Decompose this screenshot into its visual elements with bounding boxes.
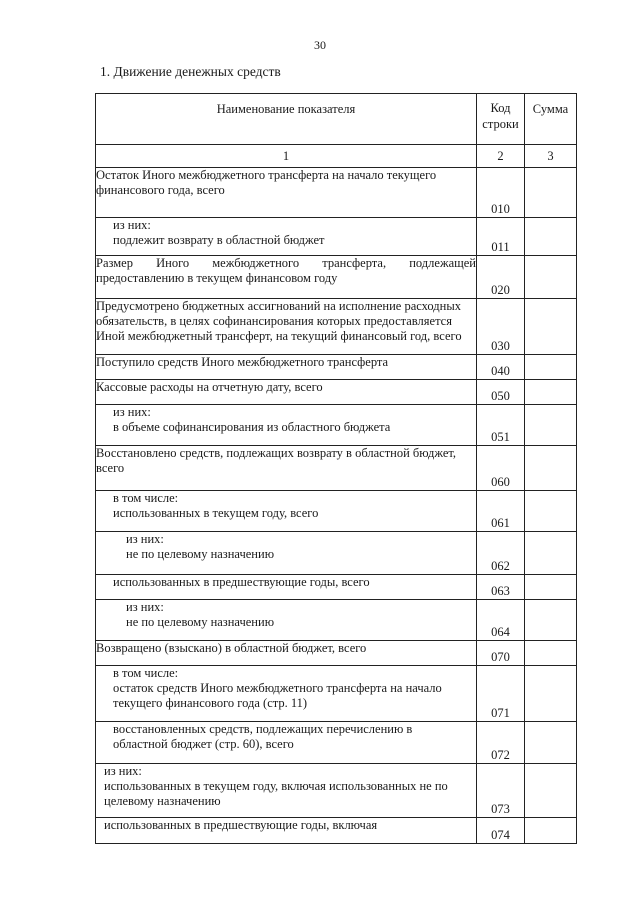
row-name (96, 446, 477, 491)
row-name-line: остаток средств Иного межбюджетного трансферта на начало (113, 681, 442, 695)
row-name (96, 168, 477, 218)
row-sum-cell[interactable] (525, 168, 577, 218)
row-name-line: Восстановлено средств, подлежащих возврату в областной бюджет, (96, 446, 457, 460)
table-row (96, 299, 577, 355)
row-sum-cell[interactable] (525, 600, 577, 641)
table-row (96, 168, 577, 218)
row-sum-cell[interactable] (525, 256, 577, 299)
table-row (96, 355, 577, 380)
row-name-line: восстановленных средств, подлежащих перечислению в (113, 722, 413, 736)
row-sum-cell[interactable] (525, 218, 577, 256)
header-sum: Сумма (525, 94, 577, 145)
section-title: 1. Движение денежных средств (100, 64, 281, 79)
table-row (96, 405, 577, 446)
row-code: 020 (477, 256, 525, 299)
row-name-line: подлежит возврату в областной бюджет (113, 233, 325, 247)
column-number-2: 2 (477, 145, 525, 168)
row-name (96, 641, 477, 666)
row-name-line: всего (96, 461, 125, 475)
row-code: 010 (477, 168, 525, 218)
row-sum-cell[interactable] (525, 575, 577, 600)
row-name-line: целевому назначению (104, 794, 221, 808)
row-name-line: Возвращено (взыскано) в областной бюджет, всего (96, 641, 367, 655)
row-sum-cell[interactable] (525, 641, 577, 666)
row-name (96, 218, 477, 256)
table-row (96, 818, 577, 844)
table-row (96, 380, 577, 405)
column-number-3: 3 (525, 145, 577, 168)
row-name-line: из них: (126, 532, 164, 546)
row-code: 071 (477, 666, 525, 722)
row-sum-cell[interactable] (525, 299, 577, 355)
row-name-line: использованных в предшествующие годы, включая (104, 818, 378, 832)
table-row (96, 491, 577, 532)
row-name (96, 299, 477, 355)
row-name-line: использованных в предшествующие годы, всего (113, 575, 370, 589)
row-name-line: обязательств, в целях софинансирования которых предоставляется (96, 314, 452, 328)
row-name (96, 355, 477, 380)
row-code: 051 (477, 405, 525, 446)
row-name (96, 532, 477, 575)
row-code: 040 (477, 355, 525, 380)
row-name-line: использованных в текущем году, всего (113, 506, 319, 520)
row-name-line: Поступило средств Иного межбюджетного трансферта (96, 355, 389, 369)
table-row (96, 575, 577, 600)
header-code-line2: строки (482, 117, 519, 131)
row-name-line: из них: (113, 405, 151, 419)
row-code: 060 (477, 446, 525, 491)
table-row (96, 764, 577, 818)
row-sum-cell[interactable] (525, 355, 577, 380)
page-number: 30 (314, 38, 326, 52)
row-name-line: текущего финансового года (стр. 11) (113, 696, 308, 710)
row-code: 064 (477, 600, 525, 641)
row-name (96, 256, 477, 299)
row-sum-cell[interactable] (525, 666, 577, 722)
row-name (96, 600, 477, 641)
row-code: 011 (477, 218, 525, 256)
table-row (96, 641, 577, 666)
table-header-row (96, 94, 577, 145)
row-sum-cell[interactable] (525, 764, 577, 818)
row-name-line: в том числе: (113, 666, 179, 680)
row-code: 062 (477, 532, 525, 575)
column-number-row (96, 145, 577, 168)
row-name (96, 575, 477, 600)
row-name-line: использованных в текущем году, включая использованных не по (104, 779, 448, 793)
table-row (96, 256, 577, 299)
row-name-line: из них: (126, 600, 164, 614)
row-sum-cell[interactable] (525, 491, 577, 532)
table-row (96, 666, 577, 722)
header-code-line1: Код (490, 101, 511, 115)
row-code: 074 (477, 818, 525, 844)
row-name (96, 405, 477, 446)
row-name-line: Кассовые расходы на отчетную дату, всего (96, 380, 323, 394)
row-name (96, 491, 477, 532)
row-sum-cell[interactable] (525, 405, 577, 446)
row-sum-cell[interactable] (525, 722, 577, 764)
row-code: 072 (477, 722, 525, 764)
row-sum-cell[interactable] (525, 446, 577, 491)
header-line-code (477, 94, 525, 145)
row-name-line: областной бюджет (стр. 60), всего (113, 737, 294, 751)
row-code: 063 (477, 575, 525, 600)
row-code: 050 (477, 380, 525, 405)
row-name (96, 380, 477, 405)
row-name-line: не по целевому назначению (126, 615, 275, 629)
table-row (96, 600, 577, 641)
row-name-line: предоставлению в текущем финансовом году (96, 271, 338, 285)
row-name-line: Остаток Иного межбюджетного трансферта на начало текущего (96, 168, 437, 182)
row-name-line: из них: (104, 764, 142, 778)
row-name-line: финансового года, всего (96, 183, 225, 197)
row-name-line: Предусмотрено бюджетных ассигнований на исполнение расходных (96, 299, 461, 313)
row-code: 070 (477, 641, 525, 666)
row-name (96, 818, 477, 844)
row-sum-cell[interactable] (525, 818, 577, 844)
table-row (96, 218, 577, 256)
row-name (96, 666, 477, 722)
row-name-line: Размер Иного межбюджетного трансферта, подлежащей (96, 256, 476, 270)
table-row (96, 722, 577, 764)
table-row (96, 532, 577, 575)
row-name-line: не по целевому назначению (126, 547, 275, 561)
header-indicator-name: Наименование показателя (96, 94, 477, 145)
row-name (96, 722, 477, 764)
table-row (96, 446, 577, 491)
row-sum-cell[interactable] (525, 532, 577, 575)
row-name-line: в объеме софинансирования из областного бюджета (113, 420, 391, 434)
row-code: 061 (477, 491, 525, 532)
row-sum-cell[interactable] (525, 380, 577, 405)
cash-flow-table (95, 93, 577, 844)
column-number-1: 1 (96, 145, 477, 168)
row-name (96, 764, 477, 818)
row-code: 030 (477, 299, 525, 355)
row-code: 073 (477, 764, 525, 818)
row-name-line: Иной межбюджетный трансферт, на текущий финансовый год, всего (96, 329, 462, 343)
row-name-line: в том числе: (113, 491, 179, 505)
row-name-line: из них: (113, 218, 151, 232)
